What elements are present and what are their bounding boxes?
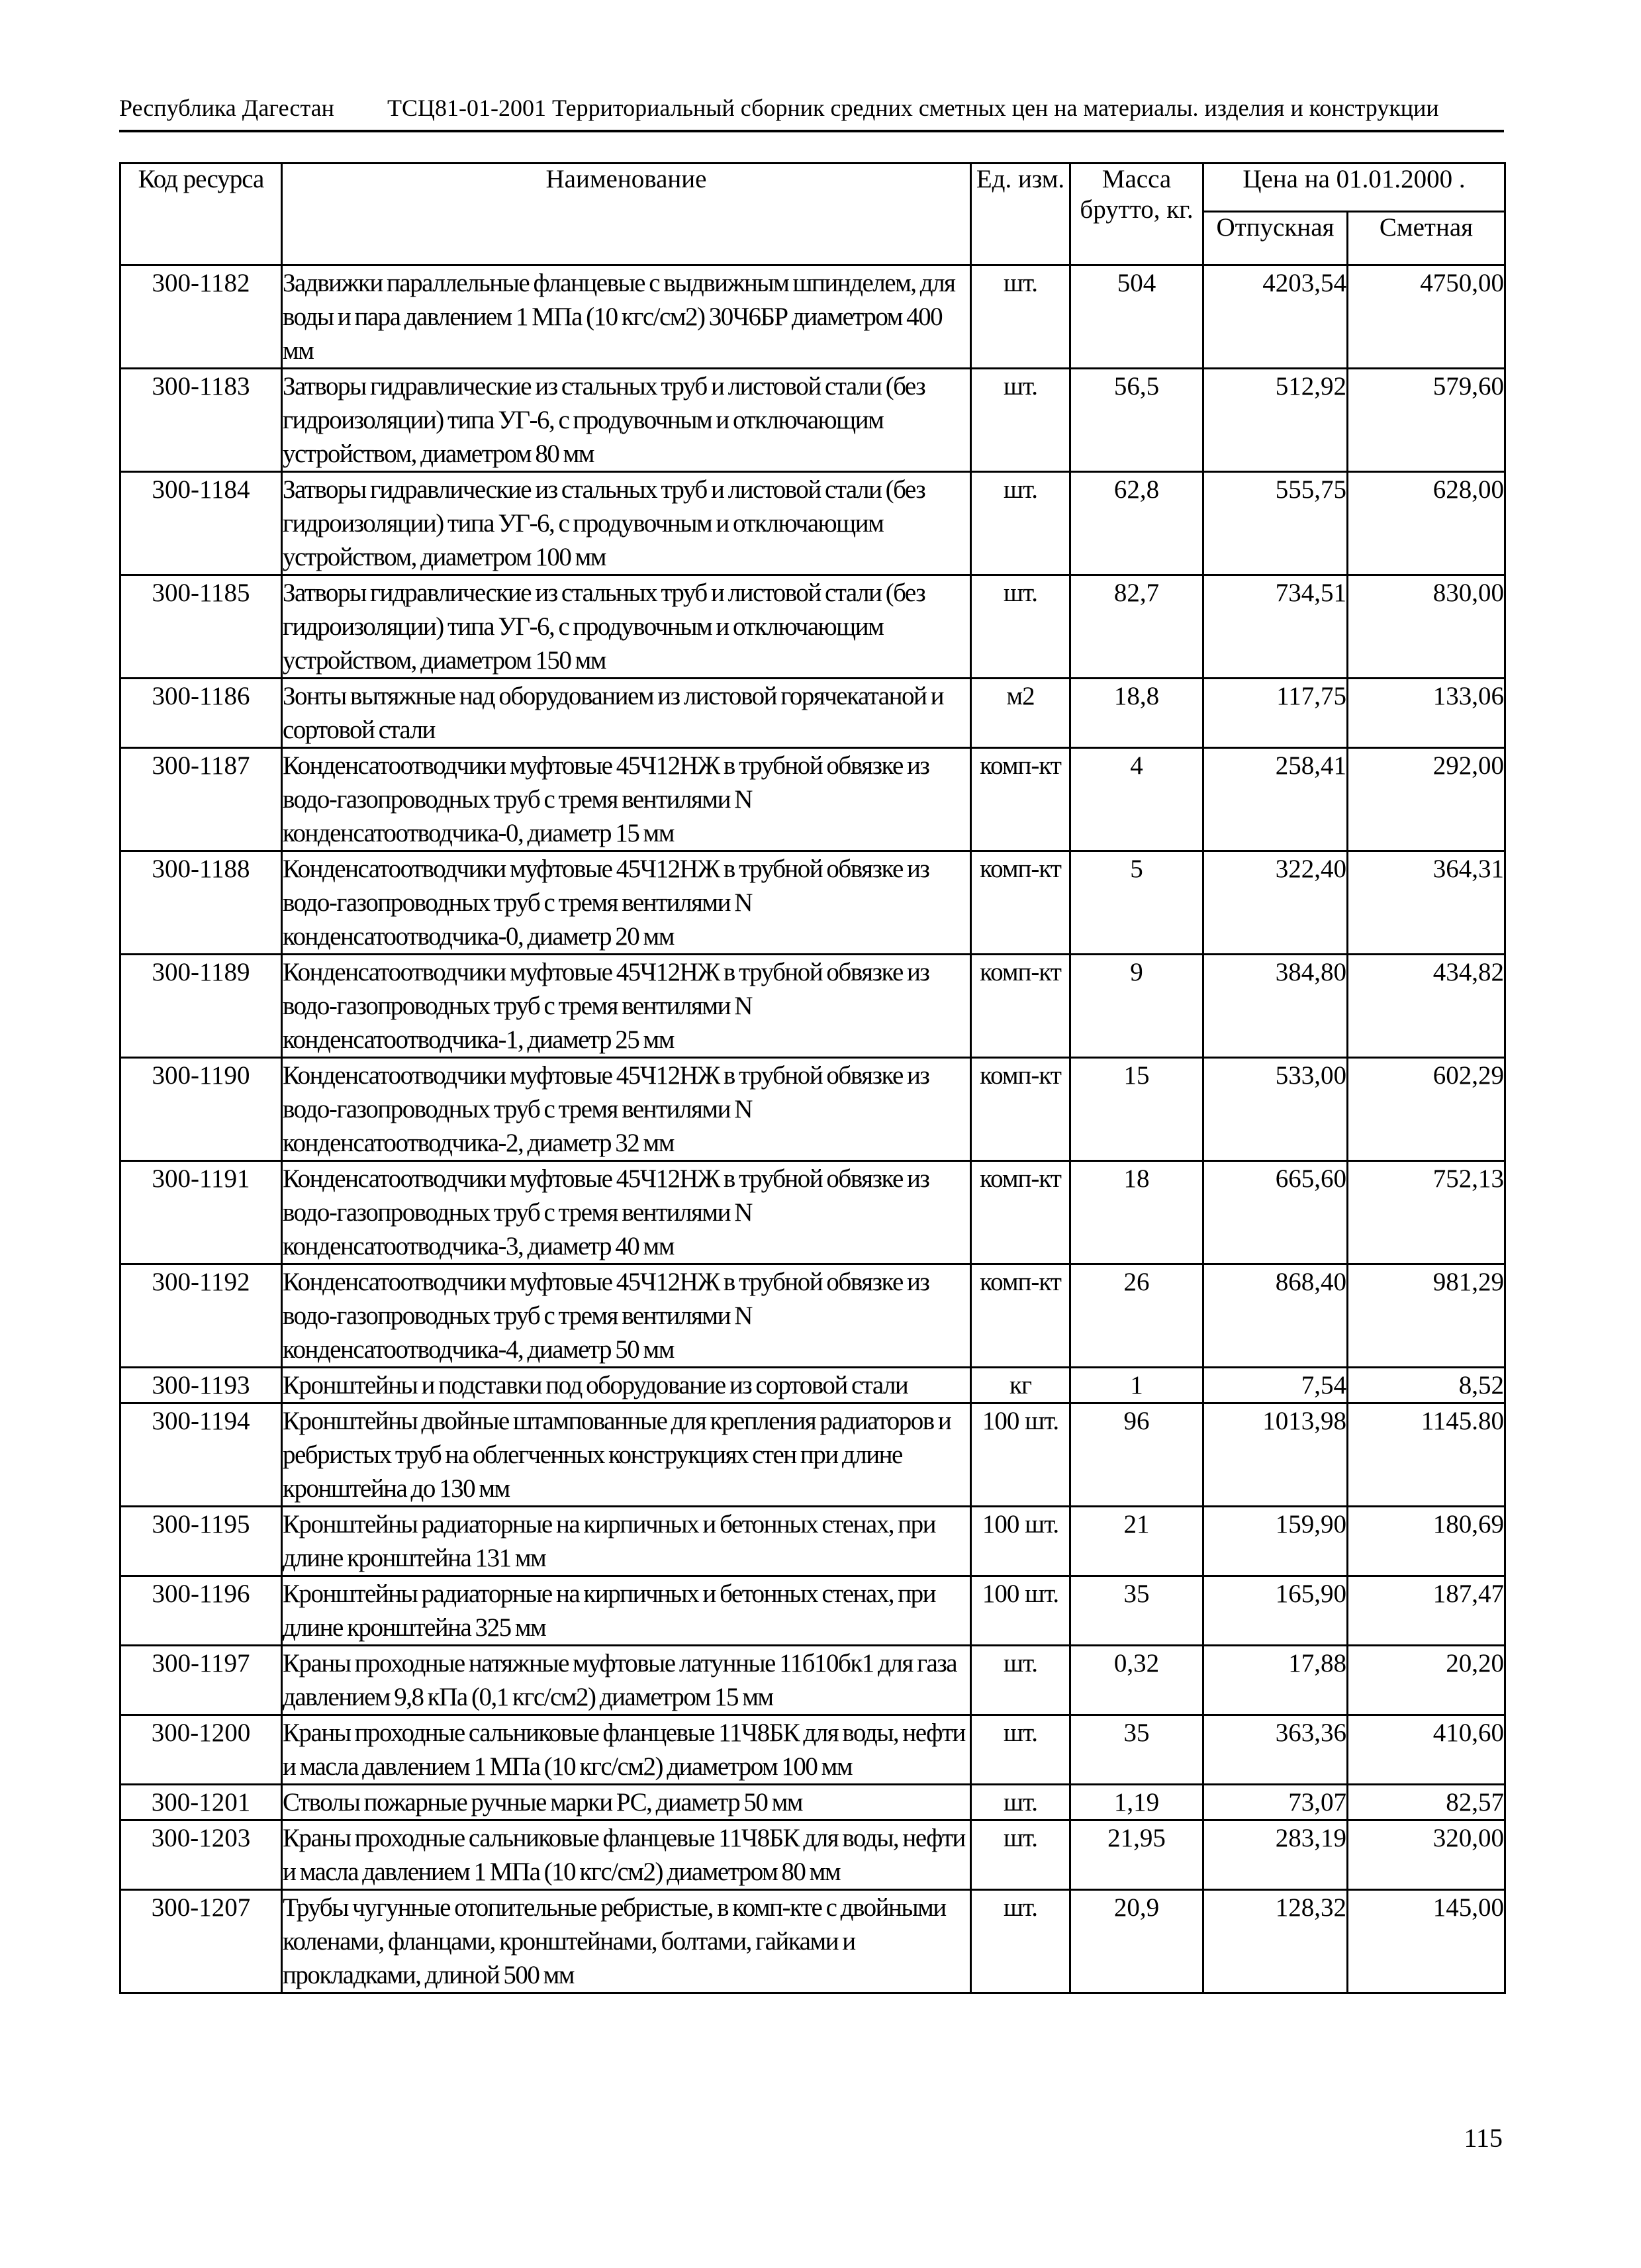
estimate-price-cell: 292,00: [1348, 748, 1505, 851]
table-row: [120, 1368, 1505, 1403]
table-row: [120, 575, 1505, 679]
unit-cell: кг: [971, 1368, 1070, 1403]
estimate-price-cell: 1145.80: [1348, 1403, 1505, 1507]
unit-cell: комп-кт: [971, 1264, 1070, 1368]
estimate-price-cell: 602,29: [1348, 1058, 1505, 1161]
column-header-price-group: Цена на 01.01.2000 .: [1203, 164, 1505, 212]
price-table: [119, 162, 1506, 1994]
unit-cell: комп-кт: [971, 748, 1070, 851]
resource-code-cell: 300-1201: [120, 1785, 282, 1820]
resource-code-cell: 300-1183: [120, 369, 282, 472]
mass-cell: 35: [1070, 1715, 1203, 1785]
resource-code-cell: 300-1200: [120, 1715, 282, 1785]
release-price-cell: 117,75: [1203, 679, 1348, 748]
release-price-cell: 165,90: [1203, 1576, 1348, 1646]
resource-code-cell: 300-1192: [120, 1264, 282, 1368]
resource-name-cell: Затворы гидравлические из стальных труб и листовой стали (без гидроизоляции) типа УГ-6, с продувочным и отключающим устройством, диаметром 100 мм: [282, 472, 971, 575]
resource-name-cell: Кронштейны радиаторные на кирпичных и бетонных стенах, при длине кронштейна 131 мм: [282, 1507, 971, 1576]
unit-cell: шт.: [971, 1890, 1070, 1993]
column-header-release-price: Отпускная: [1203, 212, 1348, 265]
release-price-cell: 555,75: [1203, 472, 1348, 575]
resource-code-cell: 300-1184: [120, 472, 282, 575]
resource-name-cell: Кронштейны и подставки под оборудование из сортовой стали: [282, 1368, 971, 1403]
estimate-price-cell: 133,06: [1348, 679, 1505, 748]
mass-cell: 504: [1070, 265, 1203, 369]
resource-name-cell: Конденсатоотводчики муфтовые 45Ч12НЖ в трубной обвязке из водо-газопроводных труб с тремя вентилями N конденсатоотводчика-1, диаметр 25 мм: [282, 955, 971, 1058]
resource-code-cell: 300-1189: [120, 955, 282, 1058]
resource-name-cell: Конденсатоотводчики муфтовые 45Ч12НЖ в трубной обвязке из водо-газопроводных труб с тремя вентилями N конденсатоотводчика-2, диаметр 32 мм: [282, 1058, 971, 1161]
mass-cell: 62,8: [1070, 472, 1203, 575]
page-header: [119, 93, 1503, 123]
mass-cell: 20,9: [1070, 1890, 1203, 1993]
table-row: [120, 1890, 1505, 1993]
mass-cell: 4: [1070, 748, 1203, 851]
table-row: [120, 369, 1505, 472]
mass-cell: 21,95: [1070, 1820, 1203, 1890]
estimate-price-cell: 187,47: [1348, 1576, 1505, 1646]
unit-cell: шт.: [971, 575, 1070, 679]
mass-cell: 15: [1070, 1058, 1203, 1161]
mass-cell: 5: [1070, 851, 1203, 955]
unit-cell: м2: [971, 679, 1070, 748]
table-row: [120, 1403, 1505, 1507]
release-price-cell: 734,51: [1203, 575, 1348, 679]
resource-code-cell: 300-1197: [120, 1646, 282, 1715]
table-row: [120, 1058, 1505, 1161]
mass-cell: 0,32: [1070, 1646, 1203, 1715]
table-row: [120, 1646, 1505, 1715]
unit-cell: шт.: [971, 1715, 1070, 1785]
price-table-header: [120, 164, 1505, 265]
resource-code-cell: 300-1194: [120, 1403, 282, 1507]
unit-cell: шт.: [971, 1820, 1070, 1890]
mass-cell: 56,5: [1070, 369, 1203, 472]
release-price-cell: 1013,98: [1203, 1403, 1348, 1507]
unit-cell: шт.: [971, 369, 1070, 472]
estimate-price-cell: 8,52: [1348, 1368, 1505, 1403]
estimate-price-cell: 180,69: [1348, 1507, 1505, 1576]
mass-cell: 82,7: [1070, 575, 1203, 679]
table-row: [120, 472, 1505, 575]
estimate-price-cell: 579,60: [1348, 369, 1505, 472]
table-row: [120, 1576, 1505, 1646]
unit-cell: комп-кт: [971, 851, 1070, 955]
resource-name-cell: Затворы гидравлические из стальных труб и листовой стали (без гидроизоляции) типа УГ-6, с продувочным и отключающим устройством, диаметром 80 мм: [282, 369, 971, 472]
column-header-name: Наименование: [282, 164, 971, 265]
resource-code-cell: 300-1196: [120, 1576, 282, 1646]
resource-name-cell: Конденсатоотводчики муфтовые 45Ч12НЖ в трубной обвязке из водо-газопроводных труб с тремя вентилями N конденсатоотводчика-0, диаметр 15 мм: [282, 748, 971, 851]
resource-code-cell: 300-1185: [120, 575, 282, 679]
release-price-cell: 665,60: [1203, 1161, 1348, 1264]
release-price-cell: 512,92: [1203, 369, 1348, 472]
release-price-cell: 17,88: [1203, 1646, 1348, 1715]
release-price-cell: 868,40: [1203, 1264, 1348, 1368]
header-title: ТСЦ81-01-2001 Территориальный сборник средних сметных цен на материалы. изделия и конструкции: [387, 95, 1439, 121]
release-price-cell: 533,00: [1203, 1058, 1348, 1161]
resource-code-cell: 300-1188: [120, 851, 282, 955]
release-price-cell: 322,40: [1203, 851, 1348, 955]
estimate-price-cell: 628,00: [1348, 472, 1505, 575]
estimate-price-cell: 145,00: [1348, 1890, 1505, 1993]
resource-code-cell: 300-1186: [120, 679, 282, 748]
unit-cell: шт.: [971, 1785, 1070, 1820]
estimate-price-cell: 364,31: [1348, 851, 1505, 955]
mass-cell: 1,19: [1070, 1785, 1203, 1820]
release-price-cell: 4203,54: [1203, 265, 1348, 369]
page-number: 115: [1464, 2123, 1503, 2153]
unit-cell: 100 шт.: [971, 1576, 1070, 1646]
resource-code-cell: 300-1187: [120, 748, 282, 851]
release-price-cell: 73,07: [1203, 1785, 1348, 1820]
mass-cell: 1: [1070, 1368, 1203, 1403]
resource-name-cell: Зонты вытяжные над оборудованием из листовой горячекатаной и сортовой стали: [282, 679, 971, 748]
estimate-price-cell: 20,20: [1348, 1646, 1505, 1715]
estimate-price-cell: 830,00: [1348, 575, 1505, 679]
table-row: [120, 748, 1505, 851]
table-row: [120, 851, 1505, 955]
release-price-cell: 384,80: [1203, 955, 1348, 1058]
column-header-code: Код ресурса: [120, 164, 282, 265]
resource-name-cell: Стволы пожарные ручные марки РС, диаметр 50 мм: [282, 1785, 971, 1820]
table-row: [120, 1715, 1505, 1785]
table-row: [120, 1161, 1505, 1264]
column-header-estimate-price: Сметная: [1348, 212, 1505, 265]
table-row: [120, 1785, 1505, 1820]
mass-cell: 96: [1070, 1403, 1203, 1507]
resource-name-cell: Кронштейны радиаторные на кирпичных и бетонных стенах, при длине кронштейна 325 мм: [282, 1576, 971, 1646]
resource-code-cell: 300-1195: [120, 1507, 282, 1576]
unit-cell: комп-кт: [971, 1058, 1070, 1161]
column-header-mass: Масса брутто, кг.: [1070, 164, 1203, 265]
resource-code-cell: 300-1193: [120, 1368, 282, 1403]
estimate-price-cell: 752,13: [1348, 1161, 1505, 1264]
resource-code-cell: 300-1182: [120, 265, 282, 369]
resource-code-cell: 300-1207: [120, 1890, 282, 1993]
resource-code-cell: 300-1191: [120, 1161, 282, 1264]
unit-cell: шт.: [971, 472, 1070, 575]
table-row: [120, 679, 1505, 748]
table-row: [120, 265, 1505, 369]
estimate-price-cell: 410,60: [1348, 1715, 1505, 1785]
mass-cell: 26: [1070, 1264, 1203, 1368]
estimate-price-cell: 434,82: [1348, 955, 1505, 1058]
unit-cell: комп-кт: [971, 955, 1070, 1058]
header-rule: [119, 130, 1504, 132]
release-price-cell: 128,32: [1203, 1890, 1348, 1993]
resource-name-cell: Задвижки параллельные фланцевые с выдвижным шпинделем, для воды и пара давлением 1 МПа (10 кгс/см2) 30Ч6БР диаметром 400 мм: [282, 265, 971, 369]
release-price-cell: 283,19: [1203, 1820, 1348, 1890]
unit-cell: шт.: [971, 265, 1070, 369]
estimate-price-cell: 981,29: [1348, 1264, 1505, 1368]
estimate-price-cell: 320,00: [1348, 1820, 1505, 1890]
release-price-cell: 159,90: [1203, 1507, 1348, 1576]
release-price-cell: 258,41: [1203, 748, 1348, 851]
mass-cell: 18: [1070, 1161, 1203, 1264]
unit-cell: шт.: [971, 1646, 1070, 1715]
table-row: [120, 1820, 1505, 1890]
resource-name-cell: Конденсатоотводчики муфтовые 45Ч12НЖ в трубной обвязке из водо-газопроводных труб с тремя вентилями N конденсатоотводчика-0, диаметр 20 мм: [282, 851, 971, 955]
release-price-cell: 363,36: [1203, 1715, 1348, 1785]
mass-cell: 35: [1070, 1576, 1203, 1646]
resource-code-cell: 300-1190: [120, 1058, 282, 1161]
resource-name-cell: Трубы чугунные отопительные ребристые, в комп-кте с двойными коленами, фланцами, кронштейнами, болтами, гайками и прокладками, длиной 500 мм: [282, 1890, 971, 1993]
mass-cell: 21: [1070, 1507, 1203, 1576]
price-table-body: [120, 265, 1505, 1993]
table-row: [120, 1507, 1505, 1576]
release-price-cell: 7,54: [1203, 1368, 1348, 1403]
resource-name-cell: Затворы гидравлические из стальных труб и листовой стали (без гидроизоляции) типа УГ-6, с продувочным и отключающим устройством, диаметром 150 мм: [282, 575, 971, 679]
unit-cell: комп-кт: [971, 1161, 1070, 1264]
resource-name-cell: Краны проходные сальниковые фланцевые 11Ч8БК для воды, нефти и масла давлением 1 МПа (10 кгс/см2) диаметром 100 мм: [282, 1715, 971, 1785]
table-row: [120, 955, 1505, 1058]
resource-name-cell: Краны проходные натяжные муфтовые латунные 11б10бк1 для газа давлением 9,8 кПа (0,1 кгс/см2) диаметром 15 мм: [282, 1646, 971, 1715]
table-row: [120, 1264, 1505, 1368]
resource-name-cell: Краны проходные сальниковые фланцевые 11Ч8БК для воды, нефти и масла давлением 1 МПа (10 кгс/см2) диаметром 80 мм: [282, 1820, 971, 1890]
resource-name-cell: Конденсатоотводчики муфтовые 45Ч12НЖ в трубной обвязке из водо-газопроводных труб с тремя вентилями N конденсатоотводчика-4, диаметр 50 мм: [282, 1264, 971, 1368]
unit-cell: 100 шт.: [971, 1403, 1070, 1507]
column-header-unit: Ед. изм.: [971, 164, 1070, 265]
resource-name-cell: Кронштейны двойные штампованные для крепления радиаторов и ребристых труб на облегченных конструкциях стен при длине кронштейна до 130 мм: [282, 1403, 971, 1507]
unit-cell: 100 шт.: [971, 1507, 1070, 1576]
mass-cell: 9: [1070, 955, 1203, 1058]
resource-name-cell: Конденсатоотводчики муфтовые 45Ч12НЖ в трубной обвязке из водо-газопроводных труб с тремя вентилями N конденсатоотводчика-3, диаметр 40 мм: [282, 1161, 971, 1264]
estimate-price-cell: 4750,00: [1348, 265, 1505, 369]
header-region: Республика Дагестан: [119, 95, 334, 121]
resource-code-cell: 300-1203: [120, 1820, 282, 1890]
mass-cell: 18,8: [1070, 679, 1203, 748]
estimate-price-cell: 82,57: [1348, 1785, 1505, 1820]
